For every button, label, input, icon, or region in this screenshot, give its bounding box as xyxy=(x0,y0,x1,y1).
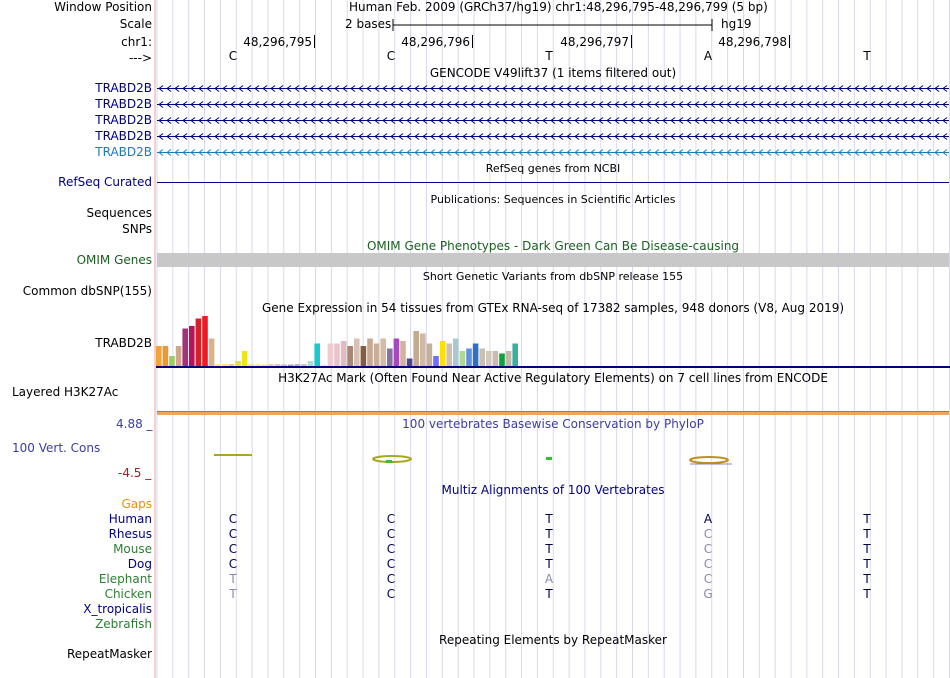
aligned-base: T xyxy=(863,587,871,601)
species-label[interactable]: Mouse xyxy=(113,542,152,556)
aligned-base: C xyxy=(703,542,713,556)
gtex-tissue-bar xyxy=(176,346,182,366)
gtex-tissue-bar xyxy=(242,351,248,366)
species-label[interactable]: Elephant xyxy=(98,572,152,586)
gtex-tissue-bar xyxy=(354,339,360,367)
aligned-base: A xyxy=(703,512,713,526)
gtex-tissue-bar xyxy=(163,346,169,366)
aligned-base: T xyxy=(863,557,871,571)
aligned-base: C xyxy=(703,572,713,586)
gtex-tissue-bar xyxy=(202,316,208,366)
gtex-tissue-bar xyxy=(473,344,479,367)
aligned-base: C xyxy=(386,587,396,601)
repeatmasker-title: Repeating Elements by RepeatMasker xyxy=(439,633,667,647)
reference-base: A xyxy=(703,49,713,63)
aligned-base: T xyxy=(863,542,871,556)
gtex-tissue-bar xyxy=(275,364,281,366)
species-label[interactable]: Human xyxy=(108,512,152,526)
tick-mark xyxy=(472,35,473,48)
chr-label: chr1: xyxy=(121,35,152,49)
gencode-transcript[interactable] xyxy=(157,97,949,112)
gtex-tissue-bar xyxy=(394,339,400,367)
gtex-title: Gene Expression in 54 tissues from GTEx RNA-seq of 17382 samples, 948 donors (V8, Aug 2019) xyxy=(261,301,845,315)
gencode-gene-label[interactable]: TRABD2B xyxy=(95,129,152,143)
gencode-transcript[interactable] xyxy=(157,81,949,96)
aligned-base: T xyxy=(229,572,237,586)
phylop-peak-3 xyxy=(546,457,552,460)
aligned-base: C xyxy=(386,572,396,586)
scale-label: Scale xyxy=(119,17,152,31)
gencode-transcript[interactable] xyxy=(157,145,949,160)
gtex-tissue-bar xyxy=(196,319,202,367)
position-tick: 48,296,798 xyxy=(718,35,787,49)
strand-label: ---> xyxy=(128,51,152,65)
aligned-base: T xyxy=(863,572,871,586)
gtex-tissue-bar xyxy=(387,349,393,367)
publications-title: Publications: Sequences in Scientific Articles xyxy=(430,193,676,206)
gaps-label[interactable]: Gaps xyxy=(121,497,152,511)
snps-label[interactable]: SNPs xyxy=(122,222,152,236)
refseq-gene-line[interactable] xyxy=(157,182,949,183)
gtex-tissue-bar xyxy=(341,341,347,366)
aligned-base: C xyxy=(703,527,713,541)
vert-cons-label[interactable]: 100 Vert. Cons xyxy=(12,441,101,455)
cons-ymax: 4.88 _ xyxy=(116,417,153,431)
scale-text: 2 bases xyxy=(345,17,392,31)
gtex-tissue-bar xyxy=(209,339,215,367)
common-dbsnp-label[interactable]: Common dbSNP(155) xyxy=(22,284,152,298)
tick-mark xyxy=(631,35,632,48)
sequences-label[interactable]: Sequences xyxy=(86,206,152,220)
gtex-tissue-bar xyxy=(433,356,439,366)
gtex-tissue-bar xyxy=(262,365,268,367)
gtex-tissue-bar xyxy=(248,364,254,366)
phylop-peak-4 xyxy=(690,457,728,463)
h3k27ac-signal[interactable] xyxy=(157,411,949,415)
aligned-base: C xyxy=(386,557,396,571)
aligned-base: T xyxy=(545,527,553,541)
aligned-base: T xyxy=(545,587,553,601)
species-label[interactable]: Zebrafish xyxy=(95,617,152,631)
species-label[interactable]: Rhesus xyxy=(108,527,152,541)
gtex-tissue-bar xyxy=(413,331,419,366)
gtex-tissue-bar xyxy=(281,365,287,367)
gtex-tissue-bar xyxy=(493,351,499,366)
aligned-base: T xyxy=(863,512,871,526)
repeatmasker-label[interactable]: RepeatMasker xyxy=(66,647,152,661)
gtex-tissue-bar xyxy=(347,346,353,366)
gtex-tissue-bar xyxy=(427,344,433,367)
gtex-tissue-bar xyxy=(466,349,472,367)
cons-ymin: -4.5 _ xyxy=(118,466,152,480)
conservation-title: 100 vertebrates Basewise Conservation by PhyloP xyxy=(402,417,704,431)
gtex-tissue-bar xyxy=(400,341,406,366)
aligned-base: T xyxy=(545,542,553,556)
gtex-tissue-bar xyxy=(301,364,307,366)
gencode-gene-label[interactable]: TRABD2B xyxy=(95,113,152,127)
aligned-base: C xyxy=(228,557,238,571)
gtex-tissue-bar xyxy=(499,354,505,367)
species-label[interactable]: Dog xyxy=(127,557,152,571)
refseq-curated-label[interactable]: RefSeq Curated xyxy=(58,175,152,189)
gtex-tissue-bar xyxy=(268,364,274,366)
gtex-tissue-bar xyxy=(380,339,386,367)
scale-bar xyxy=(392,17,714,33)
gencode-title: GENCODE V49lift37 (1 items filtered out) xyxy=(429,66,677,80)
gtex-tissue-bar xyxy=(374,344,380,367)
position-tick: 48,296,796 xyxy=(401,35,470,49)
aligned-base: C xyxy=(228,512,238,526)
gtex-tissue-bar xyxy=(222,364,228,366)
aligned-base: C xyxy=(386,512,396,526)
tick-mark xyxy=(314,35,315,48)
gtex-tissue-bar xyxy=(321,365,327,367)
aligned-base: T xyxy=(545,557,553,571)
gtex-tissue-bar xyxy=(235,361,241,366)
gtex-tissue-bar xyxy=(156,346,162,366)
gtex-tissue-bar xyxy=(486,351,492,366)
gtex-tissue-bar xyxy=(169,356,175,366)
aligned-base: C xyxy=(228,527,238,541)
aligned-base: C xyxy=(228,542,238,556)
reference-base: C xyxy=(228,49,238,63)
position-tick: 48,296,795 xyxy=(243,35,312,49)
gtex-tissue-bar xyxy=(215,364,221,366)
species-label[interactable]: X_tropicalis xyxy=(83,602,152,616)
gtex-tissue-bar xyxy=(440,341,446,366)
reference-base: C xyxy=(386,49,396,63)
gencode-gene-label[interactable]: TRABD2B xyxy=(95,81,152,95)
gtex-tissue-bar xyxy=(314,344,320,367)
gtex-gene-label[interactable]: TRABD2B xyxy=(95,336,152,350)
dbsnp-title: Short Genetic Variants from dbSNP release 155 xyxy=(422,270,684,283)
assembly-position-text: Human Feb. 2009 (GRCh37/hg19) chr1:48,296,795-48,296,799 (5 bp) xyxy=(349,0,768,14)
tick-mark xyxy=(789,35,790,48)
gtex-tissue-bar xyxy=(288,365,294,367)
multiz-title: Multiz Alignments of 100 Vertebrates xyxy=(441,483,665,497)
gtex-tissue-bar xyxy=(407,359,413,367)
gencode-transcript[interactable] xyxy=(157,113,949,128)
gtex-tissue-bar xyxy=(361,346,367,366)
refseq-title: RefSeq genes from NCBI xyxy=(485,162,621,175)
gtex-tissue-bar xyxy=(506,351,512,366)
gtex-tissue-bar xyxy=(479,349,485,367)
gtex-tissue-bar xyxy=(308,361,314,366)
gtex-expression-chart[interactable] xyxy=(156,316,950,368)
gtex-tissue-bar xyxy=(446,344,452,367)
omim-genes-label[interactable]: OMIM Genes xyxy=(76,253,152,267)
window-position-label: Window Position xyxy=(54,0,152,14)
gtex-tissue-bar xyxy=(367,339,373,367)
omim-title: OMIM Gene Phenotypes - Dark Green Can Be Disease-causing xyxy=(366,239,740,253)
gtex-tissue-bar xyxy=(420,334,426,367)
gtex-tissue-bar xyxy=(334,344,340,367)
db-label: hg19 xyxy=(721,17,752,31)
gencode-gene-label[interactable]: TRABD2B xyxy=(95,97,152,111)
position-tick: 48,296,797 xyxy=(560,35,629,49)
phylop-track[interactable] xyxy=(156,448,950,472)
gtex-tissue-bar xyxy=(182,329,188,367)
reference-base: T xyxy=(863,49,871,63)
reference-base: T xyxy=(545,49,553,63)
omim-gene-block[interactable] xyxy=(157,253,949,267)
h3k27ac-label[interactable]: Layered H3K27Ac xyxy=(12,385,119,399)
gtex-tissue-bar xyxy=(328,344,334,367)
gtex-tissue-bar xyxy=(255,364,261,366)
aligned-base: C xyxy=(703,557,713,571)
aligned-base: T xyxy=(863,527,871,541)
gencode-gene-label[interactable]: TRABD2B xyxy=(95,145,152,159)
aligned-base: A xyxy=(544,572,554,586)
gtex-tissue-bar xyxy=(295,364,301,366)
aligned-base: T xyxy=(229,587,237,601)
gtex-tissue-bar xyxy=(460,351,466,366)
aligned-base: C xyxy=(386,527,396,541)
gtex-tissue-bar xyxy=(229,364,235,366)
aligned-base: G xyxy=(703,587,713,601)
aligned-base: T xyxy=(545,512,553,526)
h3k27ac-title: H3K27Ac Mark (Often Found Near Active Regulatory Elements) on 7 cell lines from ENCODE xyxy=(278,371,828,385)
gencode-transcript[interactable] xyxy=(157,129,949,144)
species-label[interactable]: Chicken xyxy=(104,587,152,601)
gtex-tissue-bar xyxy=(512,344,518,367)
gtex-tissue-bar xyxy=(453,339,459,367)
gtex-tissue-bar xyxy=(189,326,195,366)
aligned-base: C xyxy=(386,542,396,556)
